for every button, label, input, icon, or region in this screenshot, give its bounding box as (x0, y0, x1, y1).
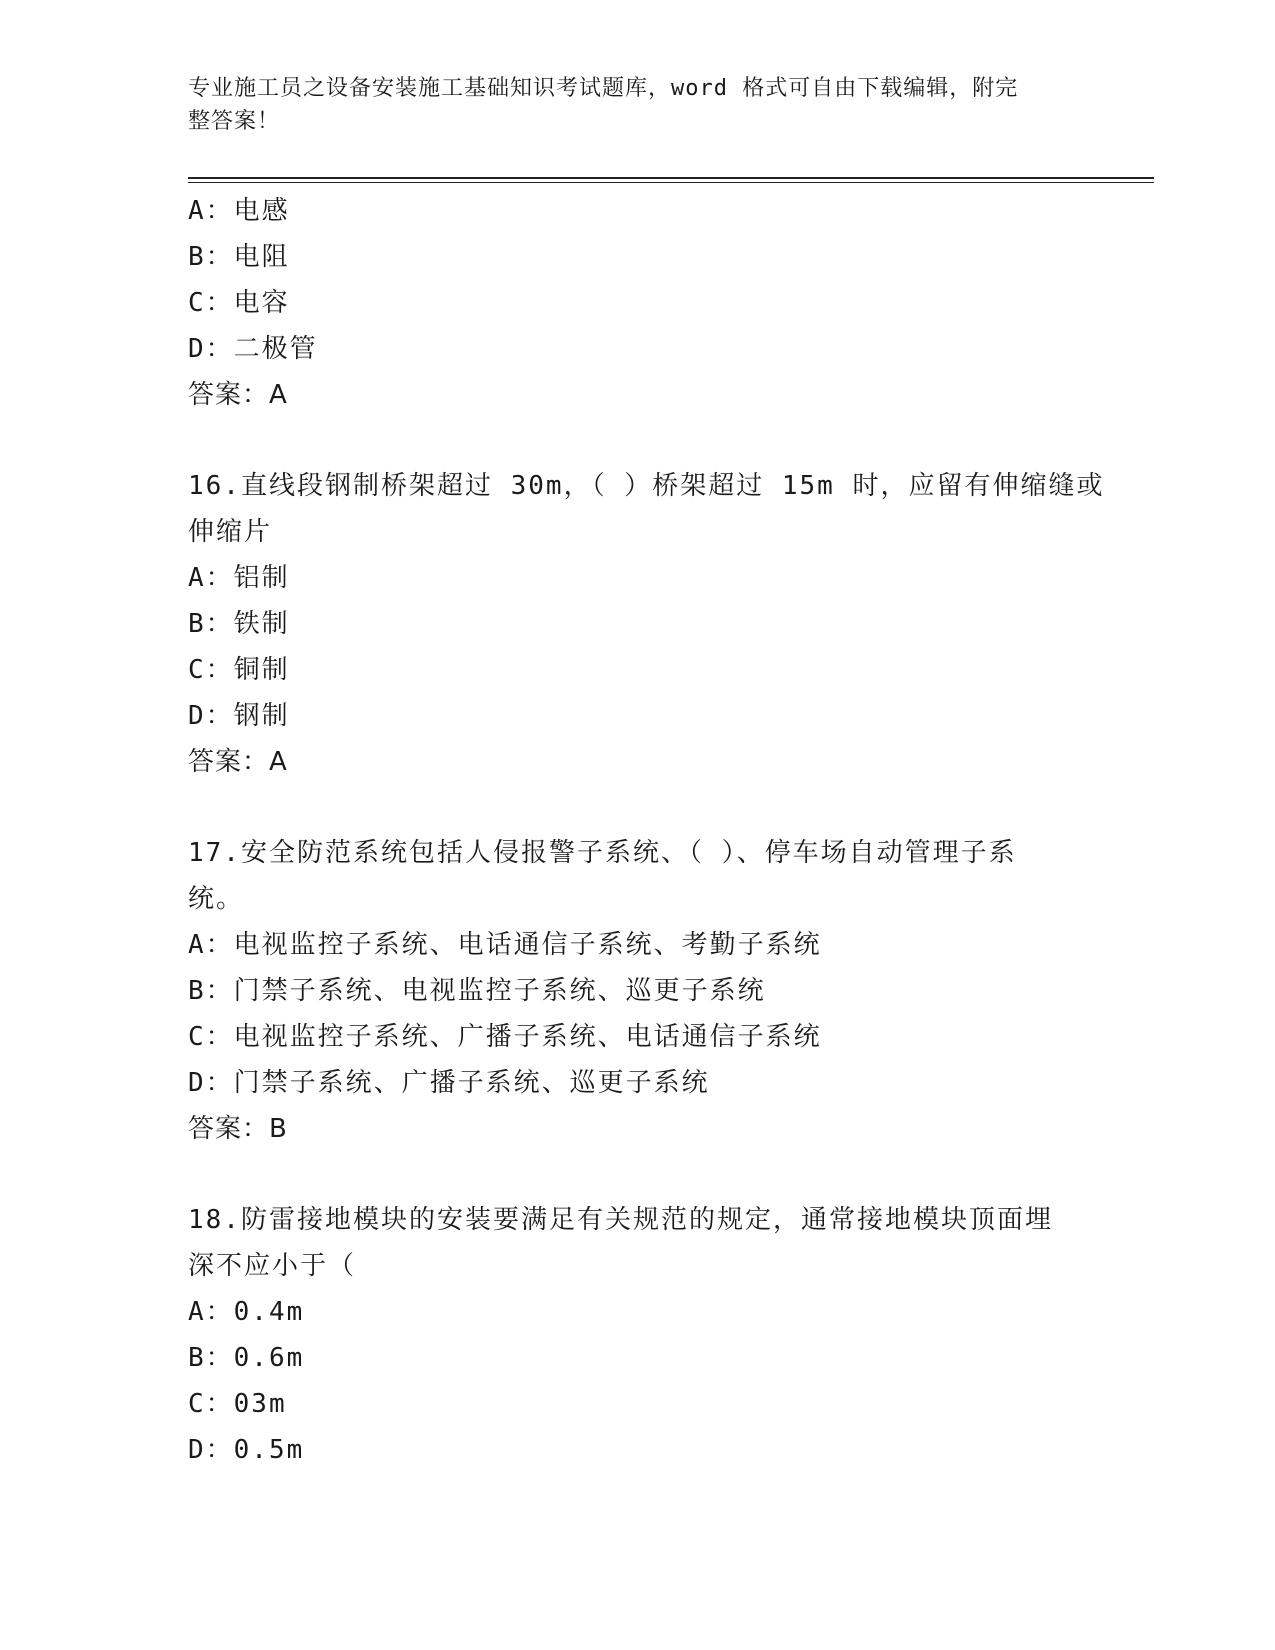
question-stem-line-1: 16.直线段钢制桥架超过 30m，（ ）桥架超过 15m 时，应留有伸缩缝或 (188, 471, 1105, 501)
option-d: D：二极管 (188, 334, 318, 364)
option-b: B：铁制 (188, 609, 290, 639)
option-c: C：03m (188, 1389, 287, 1419)
option-a: A：电视监控子系统、电话通信子系统、考勤子系统 (188, 930, 822, 960)
option-c: C：电容 (188, 288, 290, 318)
option-c: C：铜制 (188, 655, 290, 685)
question-16 (188, 463, 1108, 785)
question-stem-line-1: 17.安全防范系统包括人侵报警子系统、（ ）、停车场自动管理子系 (188, 838, 1017, 868)
question-stem-line-2: 深不应小于（ (188, 1251, 357, 1281)
answer: 答案：A (188, 747, 288, 777)
header-divider-thin (188, 182, 1154, 183)
option-b: B：门禁子系统、电视监控子系统、巡更子系统 (188, 976, 766, 1006)
question-17 (188, 830, 1108, 1152)
question-list (188, 188, 1108, 1473)
question-stem-line-2: 统。 (188, 884, 245, 914)
header-line-2: 整答案！ (188, 109, 281, 134)
option-c: C：电视监控子系统、广播子系统、电话通信子系统 (188, 1022, 822, 1052)
header-divider-thick (188, 177, 1154, 179)
option-b: B：0.6m (188, 1343, 305, 1373)
option-a: A：0.4m (188, 1297, 305, 1327)
option-a: A：铝制 (188, 563, 290, 593)
question-stem-line-1: 18.防雷接地模块的安装要满足有关规范的规定，通常接地模块顶面埋 (188, 1205, 1053, 1235)
option-d: D：钢制 (188, 701, 290, 731)
question-18 (188, 1197, 1108, 1473)
header-line-1: 专业施工员之设备安装施工基础知识考试题库，word 格式可自由下载编辑，附完 (188, 76, 1019, 101)
answer: 答案：A (188, 380, 288, 410)
question-stem-line-2: 伸缩片 (188, 517, 273, 547)
answer: 答案：B (188, 1114, 288, 1144)
option-b: B：电阻 (188, 242, 290, 272)
option-d: D：门禁子系统、广播子系统、巡更子系统 (188, 1068, 710, 1098)
option-d: D：0.5m (188, 1435, 305, 1465)
question-15 (188, 188, 1108, 418)
document-header (188, 72, 1068, 138)
option-a: A：电感 (188, 196, 290, 226)
